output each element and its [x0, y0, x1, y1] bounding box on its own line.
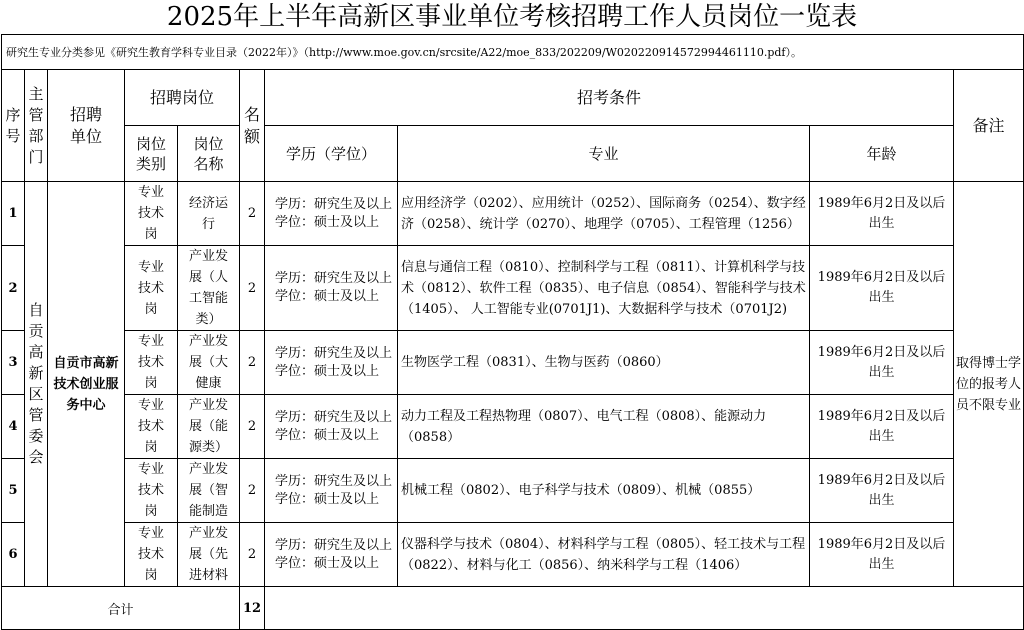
total-empty	[265, 587, 1024, 630]
quota: 2	[240, 331, 265, 395]
major-req: 应用经济学（0202）、应用统计（0252）、国际商务（0254）、数字经济（0258）、统计学（0270）、地理学（0705）、工程管理（1256）	[398, 182, 810, 246]
post-name: 经济运行	[178, 182, 240, 246]
post-name: 产业发展（人工智能类）	[178, 246, 240, 331]
education-req: 学历：研究生及以上 学位：硕士及以上	[265, 246, 398, 331]
education-req: 学历：研究生及以上 学位：硕士及以上	[265, 523, 398, 587]
row-seq: 6	[2, 523, 25, 587]
header-post-group: 招聘岗位	[125, 70, 240, 126]
age-req: 1989年6月2日及以后出生	[810, 459, 954, 523]
row-seq: 2	[2, 246, 25, 331]
post-name: 产业发展（先进材料	[178, 523, 240, 587]
education-req: 学历：研究生及以上 学位：硕士及以上	[265, 182, 398, 246]
post-type: 专业技术岗	[125, 246, 178, 331]
major-req: 生物医学工程（0831）、生物与医药（0860）	[398, 331, 810, 395]
quota: 2	[240, 182, 265, 246]
total-value: 12	[240, 587, 265, 630]
education-req: 学历：研究生及以上 学位：硕士及以上	[265, 331, 398, 395]
row-seq: 1	[2, 182, 25, 246]
quota: 2	[240, 246, 265, 331]
row-seq: 4	[2, 395, 25, 459]
post-name: 产业发展（大健康	[178, 331, 240, 395]
major-req: 信息与通信工程（0810）、控制科学与工程（0811）、计算机科学与技术（0812）、软件工程（0835）、电子信息（0854）、智能科学与技术（1405）、 人工智能专业(0701J1)、大数据科学与技术（0701J2)	[398, 246, 810, 331]
education-req: 学历：研究生及以上 学位：硕士及以上	[265, 395, 398, 459]
post-type: 专业技术岗	[125, 395, 178, 459]
quota: 2	[240, 523, 265, 587]
major-req: 仪器科学与技术（0804）、材料科学与工程（0805）、轻工技术与工程（0822）、材料与化工（0856）、纳米科学与工程（1406）	[398, 523, 810, 587]
header-conditions-group: 招考条件	[265, 70, 954, 126]
header-post-type: 岗位类别	[125, 126, 178, 182]
age-req: 1989年6月2日及以后出生	[810, 523, 954, 587]
quota: 2	[240, 459, 265, 523]
header-dept: 主管部门	[25, 70, 48, 182]
post-name: 产业发展（智能制造	[178, 459, 240, 523]
page-title: 2025年上半年高新区事业单位考核招聘工作人员岗位一览表	[166, 2, 858, 32]
reference-note: 研究生专业分类参见《研究生教育学科专业目录（2022年）》（http://www.moe.gov.cn/srcsite/A22/moe_833/202209/W020220914572994461110.pdf）。	[2, 35, 1024, 70]
header-major: 专业	[398, 126, 810, 182]
header-unit: 招聘单位	[48, 70, 125, 182]
header-education: 学历（学位）	[265, 126, 398, 182]
age-req: 1989年6月2日及以后出生	[810, 395, 954, 459]
age-req: 1989年6月2日及以后出生	[810, 246, 954, 331]
header-seq: 序号	[2, 70, 25, 182]
total-label: 合计	[2, 587, 240, 630]
post-type: 专业技术岗	[125, 331, 178, 395]
recruitment-table	[1, 34, 1024, 630]
post-type: 专业技术岗	[125, 182, 178, 246]
post-type: 专业技术岗	[125, 523, 178, 587]
remark-cell: 取得博士学位的报考人员不限专业	[954, 182, 1024, 587]
row-seq: 5	[2, 459, 25, 523]
header-age: 年龄	[810, 126, 954, 182]
age-req: 1989年6月2日及以后出生	[810, 331, 954, 395]
age-req: 1989年6月2日及以后出生	[810, 182, 954, 246]
major-req: 机械工程（0802）、电子科学与技术（0809）、机械（0855）	[398, 459, 810, 523]
row-seq: 3	[2, 331, 25, 395]
quota: 2	[240, 395, 265, 459]
dept-cell: 自贡高新区管委会	[25, 182, 48, 587]
post-name: 产业发展（能源类）	[178, 395, 240, 459]
header-post-name: 岗位名称	[178, 126, 240, 182]
post-type: 专业技术岗	[125, 459, 178, 523]
header-remark: 备注	[954, 70, 1024, 182]
major-req: 动力工程及工程热物理（0807）、电气工程（0808）、能源动力（0858）	[398, 395, 810, 459]
header-quota: 名额	[240, 70, 265, 182]
education-req: 学历：研究生及以上 学位：硕士及以上	[265, 459, 398, 523]
unit-cell: 自贡市高新技术创业服务中心	[48, 182, 125, 587]
